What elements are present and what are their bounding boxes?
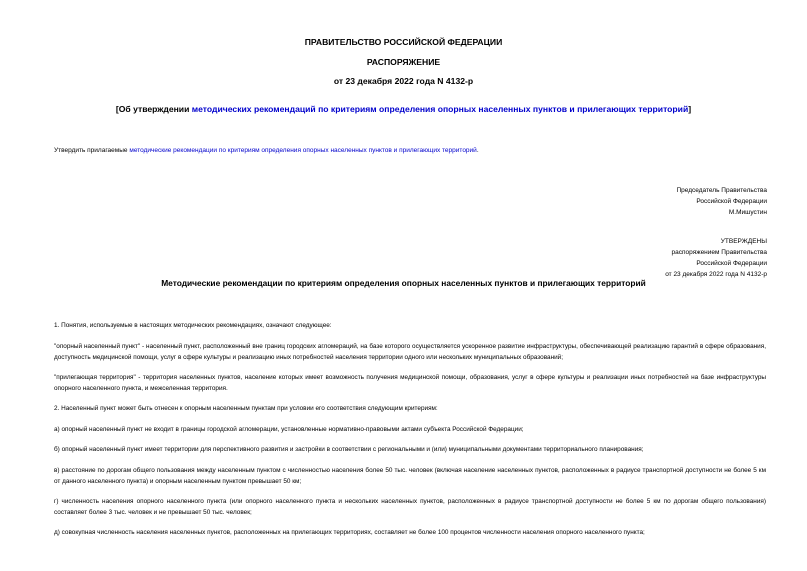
intro-link[interactable]: методические рекомендации по критериям определения опорных населенных пунктов и прилегающих территорий	[129, 147, 477, 154]
intro-prefix: Утвердить прилагаемые	[54, 147, 130, 154]
approval-block	[665, 236, 767, 280]
document-title	[0, 104, 807, 114]
government-heading: ПРАВИТЕЛЬСТВО РОССИЙСКОЙ ФЕДЕРАЦИИ	[304, 37, 503, 47]
document-date-number: от 23 декабря 2022 года N 4132-р	[333, 76, 474, 86]
paragraph-4: 2. Населенный пункт может быть отнесен к опорным населенным пунктам при условии его соответствия следующим критериям:	[54, 405, 438, 412]
approval-label: УТВЕРЖДЕНЫ	[720, 238, 767, 245]
paragraph-5: а) опорный населенный пункт не входит в границы городской агломерации, установленные нормативно-правовыми актами субъекта Российской Федерации;	[54, 426, 524, 433]
paragraph-9: д) совокупная численность населения населенных пунктов, расположенных на прилегающих территориях, составляет не более 100 процентов численности населения опорного населенного пункта;	[54, 529, 645, 536]
signature-country: Российской Федерации	[696, 198, 767, 205]
signature-name: М.Мишустин	[728, 209, 767, 216]
signature-position: Председатель Правительства	[676, 187, 767, 194]
title-close: ]	[688, 104, 692, 114]
intro-suffix: .	[476, 147, 479, 154]
approval-by: распоряжением Правительства	[671, 249, 767, 256]
title-link[interactable]: методических рекомендаций по критериям определения опорных населенных пунктов и прилегающих территорий	[191, 104, 689, 114]
paragraph-8: г) численность населения опорного населенного пункта (или опорного населенного пункта и нескольких населенных пунктов, расположенных в радиусе транспортной доступности не более 5 км по дорогам общего пользования) составляет более 3 тыс. человек и не превышает 50 тыс. человек;	[54, 498, 766, 516]
paragraph-3: "прилегающая территория" - территория населенных пунктов, население которых имеет возможность получения медицинской помощи, образования, услуг в сфере культуры и реализации иных потребностей на базе инфраструктуры опорного населенного пункта, и межселенная территория.	[54, 374, 766, 392]
signature-block	[676, 185, 767, 218]
title-open: [Об утверждении	[115, 104, 192, 114]
document-type-heading: РАСПОРЯЖЕНИЕ	[366, 57, 441, 67]
approval-country: Российской Федерации	[696, 260, 767, 267]
paragraph-1: 1. Понятия, используемые в настоящих методических рекомендациях, означают следующее:	[54, 322, 332, 329]
paragraph-7: в) расстояние по дорогам общего пользования между населенным пунктом с численностью населения более 50 тыс. человек (включая население населенных пунктов, расположенных в радиусе транспортной доступности не более 5 км от данного населенного пункта) и опорным населенным пунктом превышает 50 км;	[54, 467, 766, 485]
recommendations-title: Методические рекомендации по критериям определения опорных населенных пунктов и прилегающих территорий	[161, 278, 646, 288]
intro-paragraph	[54, 147, 764, 154]
paragraph-2: "опорный населенный пункт" - населенный пункт, расположенный вне границ городских агломераций, на базе которого осуществляется ускоренное развитие инфраструктуры, обеспечивающей реализацию гарантий в сфере образования, доступность медицинской помощи, услуг в сфере культуры и реализацию иных потребностей населения территории одного или нескольких муниципальных образований;	[54, 343, 766, 361]
approval-date: от 23 декабря 2022 года N 4132-р	[665, 271, 767, 278]
paragraph-6: б) опорный населенный пункт имеет территории для перспективного развития и застройки в соответствии с региональными и (или) муниципальными документами территориального планирования;	[54, 446, 644, 453]
